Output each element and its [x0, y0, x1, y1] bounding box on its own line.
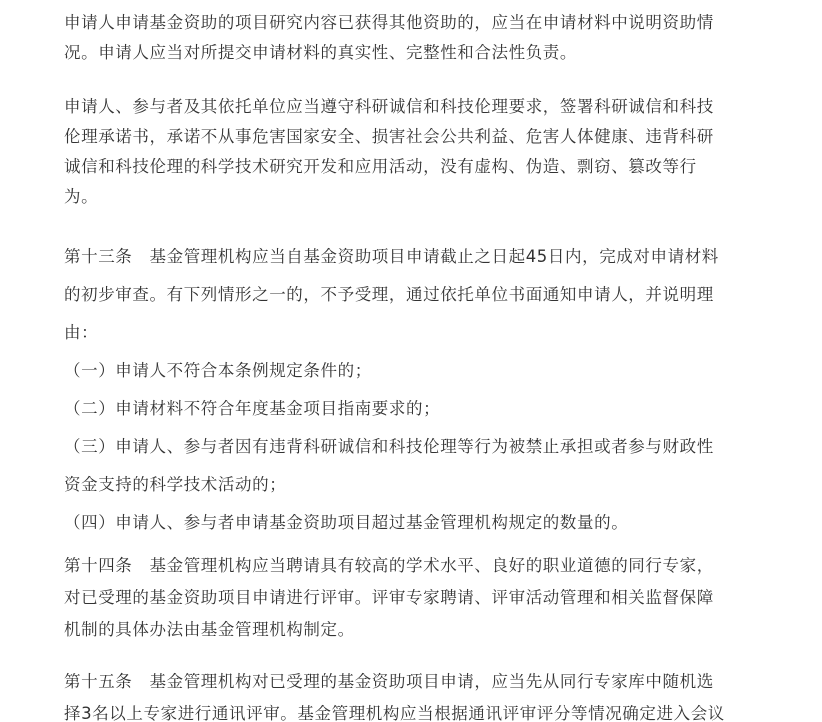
text-line: 申请人、参与者及其依托单位应当遵守科研诚信和科技伦理要求，签署科研诚信和科技 — [64, 97, 714, 116]
text-line: 况。申请人应当对所提交申请材料的真实性、完整性和合法性负责。 — [64, 43, 577, 62]
text-line: 为。 — [64, 187, 99, 206]
text-line: 第十四条 基金管理机构应当聘请具有较高的学术水平、良好的职业道德的同行专家， — [64, 556, 714, 575]
text-line: 择3名以上专家进行通讯评审。基金管理机构应当根据通讯评审评分等情况确定进入会议 — [64, 704, 725, 722]
text-line: 资金支持的科学技术活动的； — [64, 475, 287, 494]
text-line: 对已受理的基金资助项目申请进行评审。评审专家聘请、评审活动管理和相关监督保障 — [64, 588, 714, 607]
list-item: （四）申请人、参与者申请基金资助项目超过基金管理机构规定的数量的。 — [64, 513, 629, 532]
text-line: 第十五条 基金管理机构对已受理的基金资助项目申请，应当先从同行专家库中随机选 — [64, 672, 714, 691]
article-13 — [64, 238, 754, 542]
text-line: 的初步审查。有下列情形之一的，不予受理，通过依托单位书面通知申请人，并说明理 — [64, 285, 714, 304]
text-line: 第十三条 基金管理机构应当自基金资助项目申请截止之日起45日内，完成对申请材料 — [64, 247, 719, 266]
list-item: （二）申请材料不符合年度基金项目指南要求的； — [64, 399, 441, 418]
text-line: 伦理承诺书，承诺不从事危害国家安全、损害社会公共利益、危害人体健康、违背科研 — [64, 127, 714, 146]
article-15 — [64, 666, 754, 722]
text-line: 诚信和科技伦理的科学技术研究开发和应用活动，没有虚构、伪造、剽窃、篡改等行 — [64, 157, 697, 176]
list-item: （一）申请人不符合本条例规定条件的； — [64, 361, 372, 380]
paragraph-funding-disclosure — [64, 8, 754, 68]
paragraph-research-integrity — [64, 92, 754, 212]
text-line: 由： — [64, 323, 99, 342]
text-line: 申请人申请基金资助的项目研究内容已获得其他资助的，应当在申请材料中说明资助情 — [64, 13, 714, 32]
article-14 — [64, 550, 754, 646]
list-item: （三）申请人、参与者因有违背科研诚信和科技伦理等行为被禁止承担或者参与财政性 — [64, 437, 714, 456]
text-line: 机制的具体办法由基金管理机构制定。 — [64, 620, 355, 639]
